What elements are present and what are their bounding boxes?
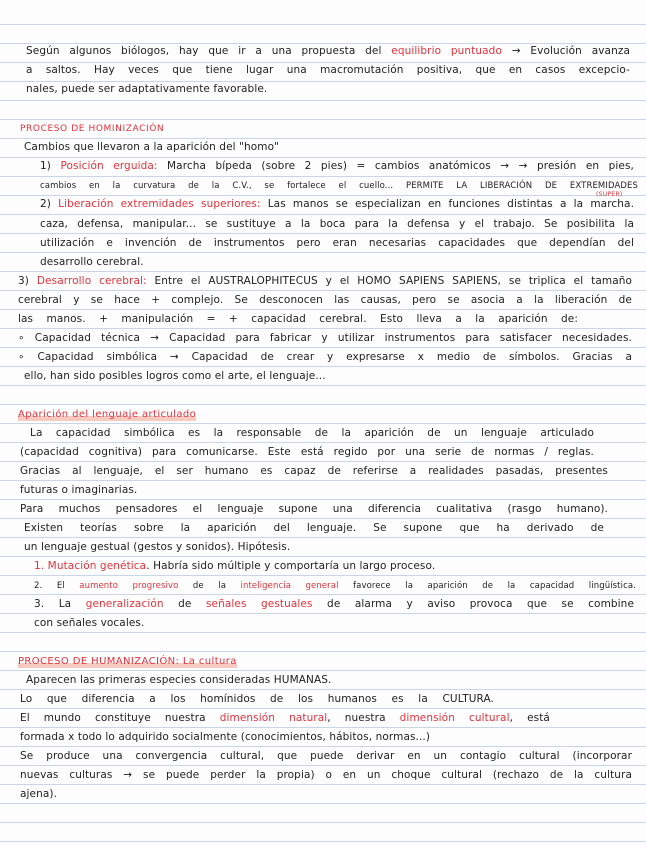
text-line: Para muchos pensadores el lenguaje supone una diferencia cualitativa (rasgo humano). bbox=[20, 503, 608, 515]
text-line: un lenguaje gestual (gestos y sonidos). Hipótesis. bbox=[24, 541, 291, 553]
text-line: las manos. + manipulación = + capacidad cerebral. Esto lleva a la aparición de: bbox=[18, 313, 578, 325]
text-line bbox=[26, 45, 630, 58]
list-number: 3. La bbox=[34, 598, 86, 610]
text-line: futuras o imaginarias. bbox=[20, 484, 138, 496]
section-heading: Aparición del lenguaje articulado bbox=[18, 409, 197, 420]
text-line: La capacidad simbólica es la responsable de la aparición de un lenguaje articulado bbox=[30, 427, 594, 439]
highlight-term: Liberación extremidades superiores: bbox=[58, 198, 261, 210]
text-span: Según algunos biólogos, hay que ir a una propuesta del bbox=[26, 45, 392, 57]
text-line: ajena). bbox=[20, 788, 58, 800]
text-line: Aparecen las primeras especies consideradas HUMANAS. bbox=[26, 674, 332, 686]
section-heading: PROCESO DE HOMINIZACIÓN bbox=[20, 124, 165, 134]
text-span: de bbox=[163, 598, 206, 610]
text-line: formada x todo lo adquirido socialmente (conocimientos, hábitos, normas...) bbox=[20, 731, 431, 743]
text-line: desarrollo cerebral. bbox=[40, 256, 144, 268]
list-item bbox=[18, 275, 632, 288]
text-span: de alarma y aviso provoca que se combine bbox=[312, 598, 634, 610]
list-number: 2. El bbox=[34, 581, 80, 591]
text-span: de la bbox=[178, 581, 241, 591]
text-line: nuevas culturas → se puede perder la propia) o en un choque cultural (rechazo de la cultura bbox=[20, 769, 632, 781]
text-line: Lo que diferencia a los homínidos de los humanos es la CULTURA. bbox=[20, 693, 494, 705]
text-line: cerebral y se hace + complejo. Se desconocen las causas, pero se asocia a la liberación de bbox=[18, 294, 632, 306]
list-item bbox=[34, 560, 435, 573]
highlight-term: equilibrio puntuado bbox=[391, 45, 502, 57]
text-span: favorece la aparición de la capacidad lingüística. bbox=[338, 581, 636, 591]
text-span: El mundo constituye nuestra bbox=[20, 712, 220, 724]
text-span: Las manos se especializan en funciones distintas a la marcha. bbox=[260, 198, 635, 210]
text-line: (capacidad cognitiva) para comunicarse. Este está regido por una serie de normas / reglas. bbox=[20, 446, 594, 458]
list-number: 1. bbox=[34, 560, 48, 572]
text-line: Gracias al lenguaje, el ser humano es capaz de referirse a realidades pasadas, presentes bbox=[20, 465, 608, 477]
text-line: Cambios que llevaron a la aparición del "homo" bbox=[24, 141, 280, 153]
text-line: a saltos. Hay veces que tiene lugar una macromutación positiva, que en casos excepcio- bbox=[26, 64, 630, 76]
text-line: Se produce una convergencia cultural, que puede derivar en un contagio cultural (incorporar bbox=[20, 750, 632, 762]
list-number: 3) bbox=[18, 275, 37, 287]
highlight-term: dimensión cultural bbox=[399, 712, 510, 724]
text-line: nales, puede ser adaptativamente favorable. bbox=[26, 83, 268, 95]
text-line: ello, han sido posibles logros como el arte, el lenguaje... bbox=[24, 370, 326, 382]
text-span: Entre el AUSTRALOPHITECUS y el HOMO SAPIENS SAPIENS, se triplica el tamaño bbox=[146, 275, 633, 287]
list-item bbox=[34, 598, 634, 611]
annotation-note: (SUPER) bbox=[596, 191, 623, 198]
text-line: caza, defensa, manipular... se sustituye a la boca para la defensa y el trabajo. Se posibilita la bbox=[40, 218, 634, 230]
list-number: 2) bbox=[40, 198, 59, 210]
text-line bbox=[20, 712, 550, 725]
text-line: cambios en la curvatura de la C.V., se fortalece el cuello... PERMITE LA LIBERACIÓN DE EXTREMIDADES bbox=[40, 181, 638, 191]
highlight-term: inteligencia general bbox=[240, 581, 339, 591]
text-span: → Evolución avanza bbox=[501, 45, 630, 57]
list-number: 1) bbox=[40, 160, 61, 172]
highlight-term: Mutación genética bbox=[47, 560, 147, 572]
list-item bbox=[40, 198, 634, 211]
text-line: utilización e invención de instrumentos pero eran necesarias capacidades que dependían del bbox=[40, 237, 634, 249]
section-heading: PROCESO DE HUMANIZACIÓN: La cultura bbox=[18, 656, 237, 667]
text-line: Existen teorías sobre la aparición del lenguaje. Se supone que ha derivado de bbox=[24, 522, 604, 534]
text-span: Marcha bípeda (sobre 2 pies) = cambios anatómicos → → presión en pies, bbox=[157, 160, 634, 172]
list-item bbox=[40, 160, 634, 173]
text-span: , nuestra bbox=[327, 712, 400, 724]
text-span: , está bbox=[509, 712, 550, 724]
text-span: . Habría sido múltiple y comportaría un largo proceso. bbox=[146, 560, 436, 572]
highlight-term: aumento progresivo bbox=[79, 581, 179, 591]
highlight-term: Posición erguida: bbox=[60, 160, 158, 172]
highlight-term: Desarrollo cerebral: bbox=[36, 275, 147, 287]
highlight-term: generalización bbox=[85, 598, 164, 610]
text-line: con señales vocales. bbox=[34, 617, 145, 629]
list-item bbox=[34, 580, 636, 593]
bullet-item: ∘ Capacidad simbólica → Capacidad de crear y expresarse x medio de símbolos. Gracias a bbox=[18, 351, 632, 363]
highlight-term: señales gestuales bbox=[205, 598, 313, 610]
bullet-item: ∘ Capacidad técnica → Capacidad para fabricar y utilizar instrumentos para satisfacer necesidades. bbox=[18, 332, 632, 344]
highlight-term: dimensión natural bbox=[219, 712, 328, 724]
